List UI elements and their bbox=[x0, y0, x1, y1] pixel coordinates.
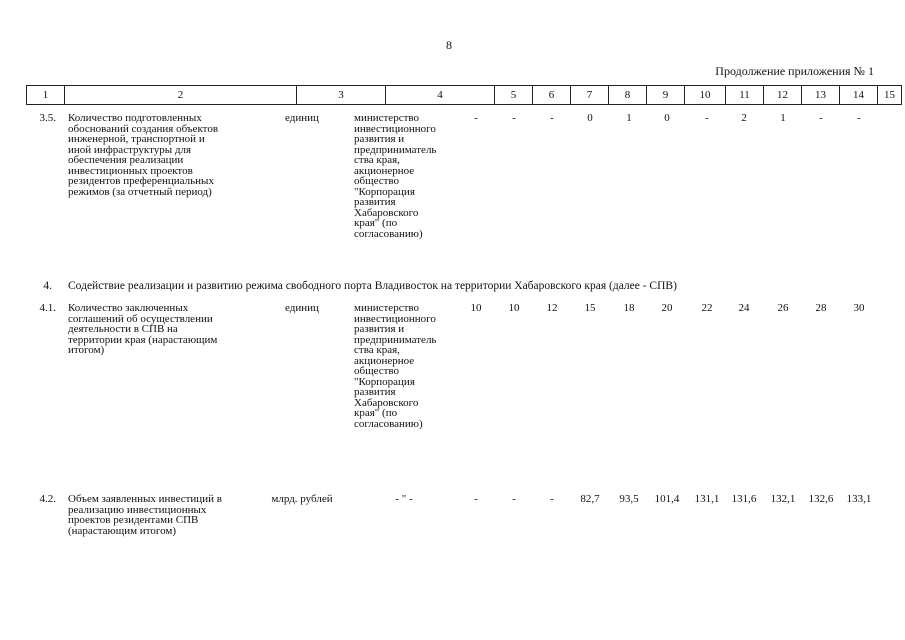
value-col-7: 12 bbox=[546, 302, 558, 314]
indicator-name: Объем заявленных инвестиций в реализацию инвестиционных проектов резидентами СПВ (нарастающим итогом) bbox=[68, 493, 222, 537]
value-col-12: 131,6 bbox=[731, 493, 757, 505]
column-header-6: 6 bbox=[533, 86, 571, 105]
row-number: 3.5. bbox=[39, 112, 56, 124]
value-col-7: - bbox=[550, 112, 554, 124]
section-title: Содействие реализации и развитию режима свободного порта Владивосток на территории Хабаровского края (далее - СПВ) bbox=[68, 280, 677, 292]
value-col-6: - bbox=[512, 493, 516, 505]
continuation-label: Продолжение приложения № 1 bbox=[715, 64, 874, 78]
page-number: 8 bbox=[446, 38, 452, 52]
column-header-11: 11 bbox=[726, 86, 764, 105]
column-header-2: 2 bbox=[65, 86, 297, 105]
section-number: 4. bbox=[43, 280, 52, 292]
value-col-8: 0 bbox=[587, 112, 593, 124]
value-col-11: 131,1 bbox=[694, 493, 720, 505]
value-col-10: 0 bbox=[664, 112, 670, 124]
value-col-12: 24 bbox=[738, 302, 750, 314]
row-number: 4.2. bbox=[39, 493, 56, 505]
indicator-name: Количество заключенных соглашений об осуществлении деятельности в СПВ на территории края (нарастающим итогом) bbox=[68, 302, 218, 356]
value-col-8: 82,7 bbox=[580, 493, 600, 505]
column-header-9: 9 bbox=[647, 86, 685, 105]
value-col-10: 101,4 bbox=[654, 493, 680, 505]
value-col-11: - bbox=[705, 112, 709, 124]
value-col-10: 20 bbox=[661, 302, 673, 314]
column-header-10: 10 bbox=[685, 86, 726, 105]
unit-of-measure: млрд. рублей bbox=[271, 493, 333, 505]
column-header-12: 12 bbox=[764, 86, 802, 105]
value-col-8: 15 bbox=[584, 302, 596, 314]
value-col-15: 133,1 bbox=[846, 493, 872, 505]
column-header-13: 13 bbox=[802, 86, 840, 105]
column-header-15: 15 bbox=[878, 86, 902, 105]
value-col-7: - bbox=[550, 493, 554, 505]
column-header-table bbox=[26, 85, 902, 105]
value-col-13: 1 bbox=[780, 112, 786, 124]
value-col-12: 2 bbox=[741, 112, 747, 124]
value-col-6: - bbox=[512, 112, 516, 124]
column-header-8: 8 bbox=[609, 86, 647, 105]
column-header-4: 4 bbox=[386, 86, 495, 105]
value-col-6: 10 bbox=[508, 302, 520, 314]
value-col-14: - bbox=[819, 112, 823, 124]
value-col-9: 93,5 bbox=[619, 493, 639, 505]
column-header-row bbox=[27, 86, 902, 105]
value-col-15: 30 bbox=[853, 302, 865, 314]
value-col-13: 132,1 bbox=[770, 493, 796, 505]
value-col-15: - bbox=[857, 112, 861, 124]
column-header-3: 3 bbox=[297, 86, 386, 105]
value-col-14: 132,6 bbox=[808, 493, 834, 505]
row-number: 4.1. bbox=[39, 302, 56, 314]
value-col-5: 10 bbox=[470, 302, 482, 314]
value-col-5: - bbox=[474, 493, 478, 505]
column-header-5: 5 bbox=[495, 86, 533, 105]
responsible-executor: министерство инвестиционного развития и предприниматель ства края, акционерное общество "Корпорация развития Хабаровского края" (по согласованию) bbox=[354, 302, 437, 430]
column-header-1: 1 bbox=[27, 86, 65, 105]
value-col-5: - bbox=[474, 112, 478, 124]
responsible-executor: - " - bbox=[395, 493, 413, 505]
column-header-14: 14 bbox=[840, 86, 878, 105]
value-col-11: 22 bbox=[701, 302, 713, 314]
value-col-9: 1 bbox=[626, 112, 632, 124]
value-col-13: 26 bbox=[777, 302, 789, 314]
column-header-7: 7 bbox=[571, 86, 609, 105]
value-col-14: 28 bbox=[815, 302, 827, 314]
value-col-9: 18 bbox=[623, 302, 635, 314]
responsible-executor: министерство инвестиционного развития и предприниматель ства края, акционерное общество "Корпорация развития Хабаровского края" (по согласованию) bbox=[354, 112, 437, 240]
unit-of-measure: единиц bbox=[285, 112, 319, 124]
indicator-name: Количество подготовленных обоснований создания объектов инженерной, транспортной и иной инфраструктуры для обеспечения реализации инвестиционных проектов резидентов преференциальных режимов (за отчетный период) bbox=[68, 112, 219, 198]
unit-of-measure: единиц bbox=[285, 302, 319, 314]
